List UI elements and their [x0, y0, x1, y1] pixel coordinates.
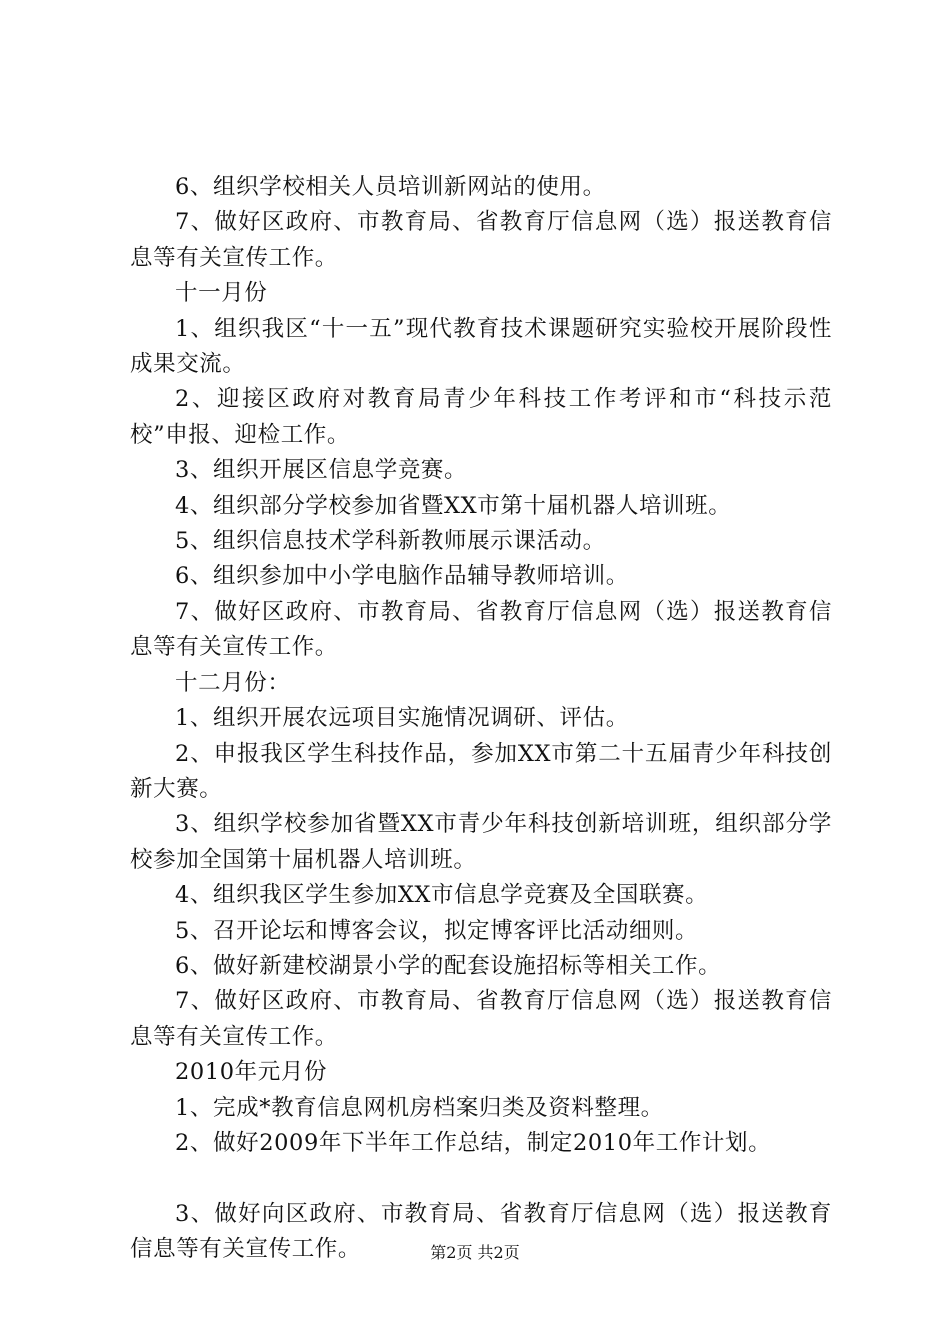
paragraph-1: 6、组织学校相关人员培训新网站的使用。 [175, 174, 606, 200]
paragraph-17: 6、做好新建校湖景小学的配套设施招标等相关工作。 [175, 952, 722, 979]
paragraph-6: 3、组织开展区信息学竞赛。 [175, 457, 468, 484]
page-footer: 第2页 共2页 [430, 1243, 520, 1262]
paragraph-21: 2、做好2009年下半年工作总结，制定2010年工作计划。 [175, 1129, 772, 1156]
paragraph-14: 3、组织学校参加省暨XX市青少年科技创新培训班，组织部分学校参加全国第十届机器人培训班。 [130, 811, 832, 873]
blank-line [130, 1161, 832, 1196]
paragraph-2: 7、做好区政府、市教育局、省教育厅信息网（选）报送教育信息等有关宣传工作。 [130, 209, 832, 271]
paragraph-16: 5、召开论坛和博客会议，拟定博客评比活动细则。 [175, 917, 699, 944]
section-heading-november: 十一月份 [175, 280, 268, 307]
paragraph-8: 5、组织信息技术学科新教师展示课活动。 [175, 528, 606, 555]
paragraph-15: 4、组织我区学生参加XX市信息学竞赛及全国联赛。 [175, 882, 709, 909]
paragraph-10: 7、做好区政府、市教育局、省教育厅信息网（选）报送教育信息等有关宣传工作。 [130, 598, 832, 661]
paragraph-5: 2、迎接区政府对教育局青少年科技工作考评和市“科技示范校”申报、迎检工作。 [130, 386, 832, 448]
paragraph-12: 1、组织开展农远项目实施情况调研、评估。 [175, 705, 629, 732]
paragraph-4: 1、组织我区“十一五”现代教育技术课题研究实验校开展阶段性成果交流。 [130, 315, 832, 378]
paragraph-7: 4、组织部分学校参加省暨XX市第十届机器人培训班。 [175, 492, 732, 519]
section-heading-january: 2010年元月份 [175, 1059, 328, 1086]
paragraph-20: 1、完成*教育信息网机房档案归类及资料整理。 [175, 1094, 664, 1121]
paragraph-22: 3、做好向区政府、市教育局、省教育厅信息网（选）报送教育信息等有关宣传工作。 [130, 1200, 832, 1263]
paragraph-13: 2、申报我区学生科技作品，参加XX市第二十五届青少年科技创新大赛。 [130, 740, 832, 802]
document-body [130, 170, 832, 1268]
section-heading-december: 十二月份： [175, 669, 291, 696]
paragraph-18: 7、做好区政府、市教育局、省教育厅信息网（选）报送教育信息等有关宣传工作。 [130, 988, 832, 1050]
paragraph-9: 6、组织参加中小学电脑作品辅导教师培训。 [175, 563, 629, 590]
